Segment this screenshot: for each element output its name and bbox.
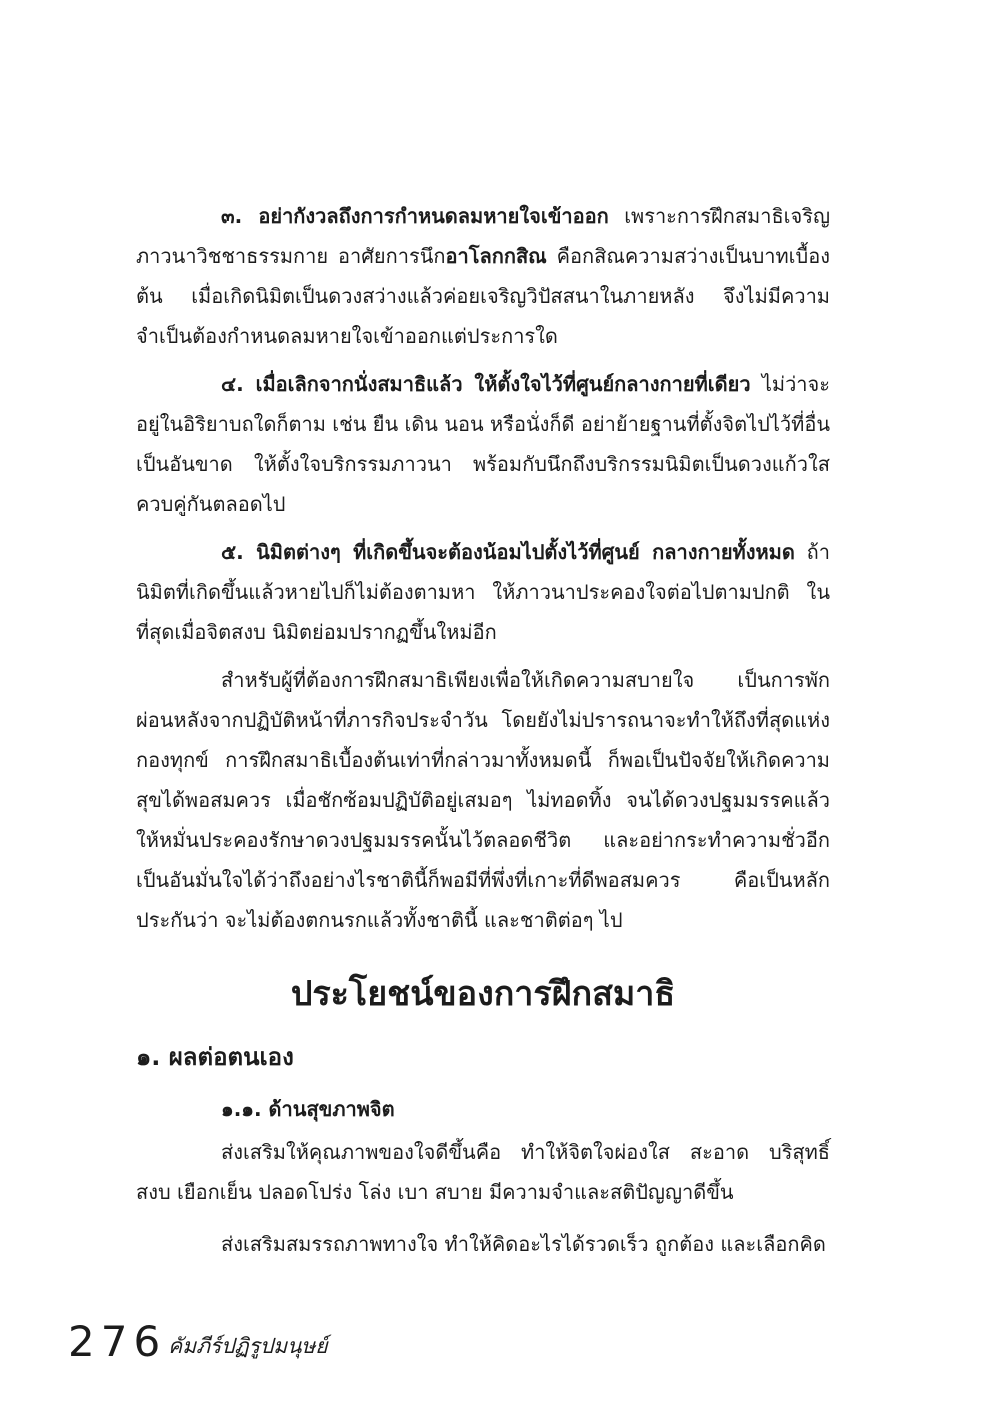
item-5-text: ถ้านิมิตที่เกิดขึ้นแล้วหายไปก็ไม่ต้องตามหา ให้ภาวนาประคองใจต่อไปตามปกติ ในที่สุดเมื่อจิตสงบ นิมิตย่อมปรากฏขึ้นใหม่อีก [136,540,830,644]
body-text [136,196,830,1264]
section-title: ประโยชน์ของการฝึกสมาธิ [290,974,676,1014]
paragraph-item-5 [136,532,830,652]
paragraph-item-4 [136,364,830,524]
item-3-text-b: คือกสิณความสว่างเป็นบาทเบื้องต้น เมื่อเกิดนิมิตเป็นดวงสว่างแล้วค่อยเจริญวิปัสสนาในภายหลัง จึงไม่มีความจำเป็นต้องกำหนดลมหายใจเข้าออกแต่ประการใด [136,244,830,348]
item-3-text-a: เพราะการฝึกสมาธิเจริญภาวนาวิชชาธรรมกาย อาศัยการนึก [136,204,831,268]
item-3-heading: ๓. อย่ากังวลถึงการกำหนดลมหายใจเข้าออก [221,204,609,228]
paragraph-summary: สำหรับผู้ที่ต้องการฝึกสมาธิเพียงเพื่อให้เกิดความสบายใจ เป็นการพักผ่อนหลังจากปฏิบัติหน้าที่ภารกิจประจำวัน โดยยังไม่ปรารถนาจะทำให้ถึงที่สุดแห่งกองทุกข์ การฝึกสมาธิเบื้องต้นเท่าที่กล่าวมาทั้งหมดนี้ ก็พอเป็นปัจจัยให้เกิดความสุขได้พอสมควร เมื่อชักซ้อมปฏิบัติอยู่เสมอๆ ไม่ทอดทิ้ง จนได้ดวงปฐมมรรคแล้ว ให้หมั่นประคองรักษาดวงปฐมมรรคนั้นไว้ตลอดชีวิต และอย่ากระทำความชั่วอีก เป็นอันมั่นใจได้ว่าถึงอย่างไรชาตินี้ก็พอมีที่พึ่งที่เกาะที่ดีพอสมควร คือเป็นหลักประกันว่า จะไม่ต้องตกนรกแล้วทั้งชาตินี้ และชาติต่อๆ ไป [136,668,830,932]
paragraph-mental-capacity: ส่งเสริมสมรรถภาพทางใจ ทำให้คิดอะไรได้รวดเร็ว ถูกต้อง และเลือกคิด [221,1232,826,1256]
item-4-text: ไม่ว่าจะอยู่ในอิริยาบถใดก็ตาม เช่น ยืน เดิน นอน หรือนั่งก็ดี อย่าย้ายฐานที่ตั้งจิตไปไว้ที่อื่นเป็นอันขาด ให้ตั้งใจบริกรรมภาวนา พร้อมกับนึกถึงบริกรรมนิมิตเป็นดวงแก้วใสควบคู่กันตลอดไป [136,372,831,516]
paragraph-mental-quality: ส่งเสริมให้คุณภาพของใจดีขึ้นคือ ทำให้จิตใจผ่องใส สะอาด บริสุทธิ์ สงบ เยือกเย็น ปลอดโปร่ง โล่ง เบา สบาย มีความจำและสติปัญญาดีขึ้น [136,1140,830,1204]
heading-self-effects: ๑. ผลต่อตนเอง [136,1043,294,1071]
running-book-title: คัมภีร์ปฏิรูปมนุษย์ [168,1334,328,1358]
item-5-heading: ๕. นิมิตต่างๆ ที่เกิดขึ้นจะต้องน้อมไปตั้งไว้ที่ศูนย์ กลางกายทั้งหมด [221,540,795,564]
term-aloka-kasina: อาโลกกสิณ [445,244,547,268]
heading-mental-health: ๑.๑. ด้านสุขภาพจิต [221,1097,395,1121]
paragraph-item-3 [136,196,830,356]
item-4-heading: ๔. เมื่อเลิกจากนั่งสมาธิแล้ว ให้ตั้งใจไว้ที่ศูนย์กลางกายที่เดียว [221,372,751,396]
page-number: 276 [68,1317,167,1366]
page-footer [68,1318,328,1366]
